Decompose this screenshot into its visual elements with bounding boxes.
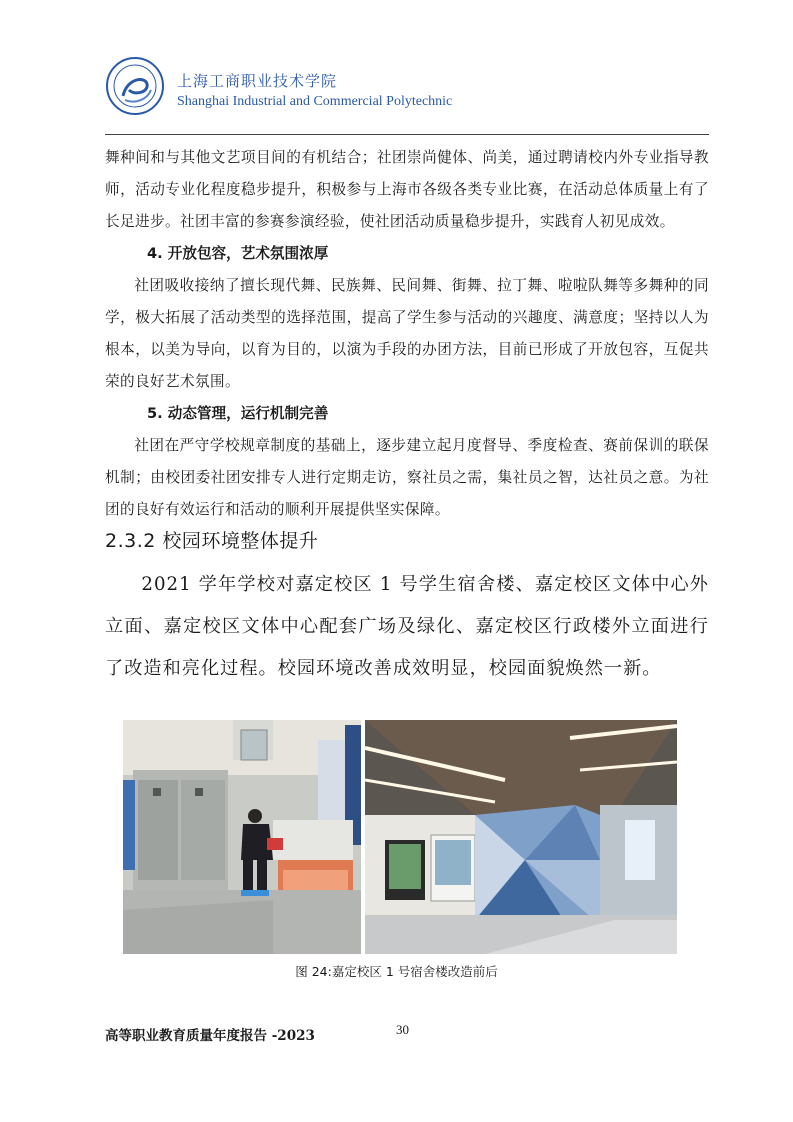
section-title: 2.3.2 校园环境整体提升 — [105, 530, 319, 552]
paragraph-open-inclusive: 社团吸收接纳了擅长现代舞、民族舞、民间舞、街舞、拉丁舞、啦啦队舞等多舞种的同学，极大拓展了活动类型的选择范围，提高了学生参与活动的兴趣度、满意度；坚持以人为根本，以美为导向，以育为目的，以演为手段的办团方法，目前已形成了开放包容，互促共荣的良好艺术氛围。 — [105, 277, 709, 390]
paragraph-continuation: 舞种间和与其他文艺项目间的有机结合；社团崇尚健体、尚美，通过聘请校内外专业指导教师，活动专业化程度稳步提升，积极参与上海市各级各类专业比赛，在活动总体质量上有了长足进步。社团丰富的参赛参演经验，使社团活动质量稳步提升，实践育人初见成效。 — [105, 149, 709, 230]
page-header — [105, 56, 709, 136]
subheading-dynamic-management: 5. 动态管理，运行机制完善 — [147, 405, 329, 422]
page-content — [105, 142, 709, 690]
school-logo-icon — [105, 56, 165, 116]
school-name-cn: 上海工商职业技术学院 — [177, 72, 338, 90]
paragraph-dynamic-management: 社团在严守学校规章制度的基础上，逐步建立起月度督导、季度检查、赛前保训的联保机制；由校团委社团安排专人进行定期走访，察社员之需，集社员之智，达社员之意。为社团的良好有效运行和活动的顺利开展提供坚实保障。 — [105, 437, 709, 518]
figure-caption: 图 24:嘉定校区 1 号宿舍楼改造前后 — [295, 964, 498, 979]
page-number: 30 — [396, 1022, 409, 1037]
header-divider — [105, 134, 709, 135]
subheading-open-inclusive: 4. 开放包容，艺术氛围浓厚 — [147, 245, 329, 262]
school-name-en: Shanghai Industrial and Commercial Polytechnic — [177, 94, 453, 109]
footer-report-title: 高等职业教育质量年度报告 -2023 — [105, 1028, 315, 1044]
figure-photos — [123, 720, 677, 954]
paragraph-campus-environment: 2021 学年学校对嘉定校区 1 号学生宿舍楼、嘉定校区文体中心外立面、嘉定校区文体中心配套广场及绿化、嘉定校区行政楼外立面进行了改造和亮化过程。校园环境改善成效明显，校园面貌焕然一新。 — [105, 574, 709, 679]
dorm-after-photo — [365, 720, 677, 954]
dorm-before-photo — [123, 720, 361, 954]
